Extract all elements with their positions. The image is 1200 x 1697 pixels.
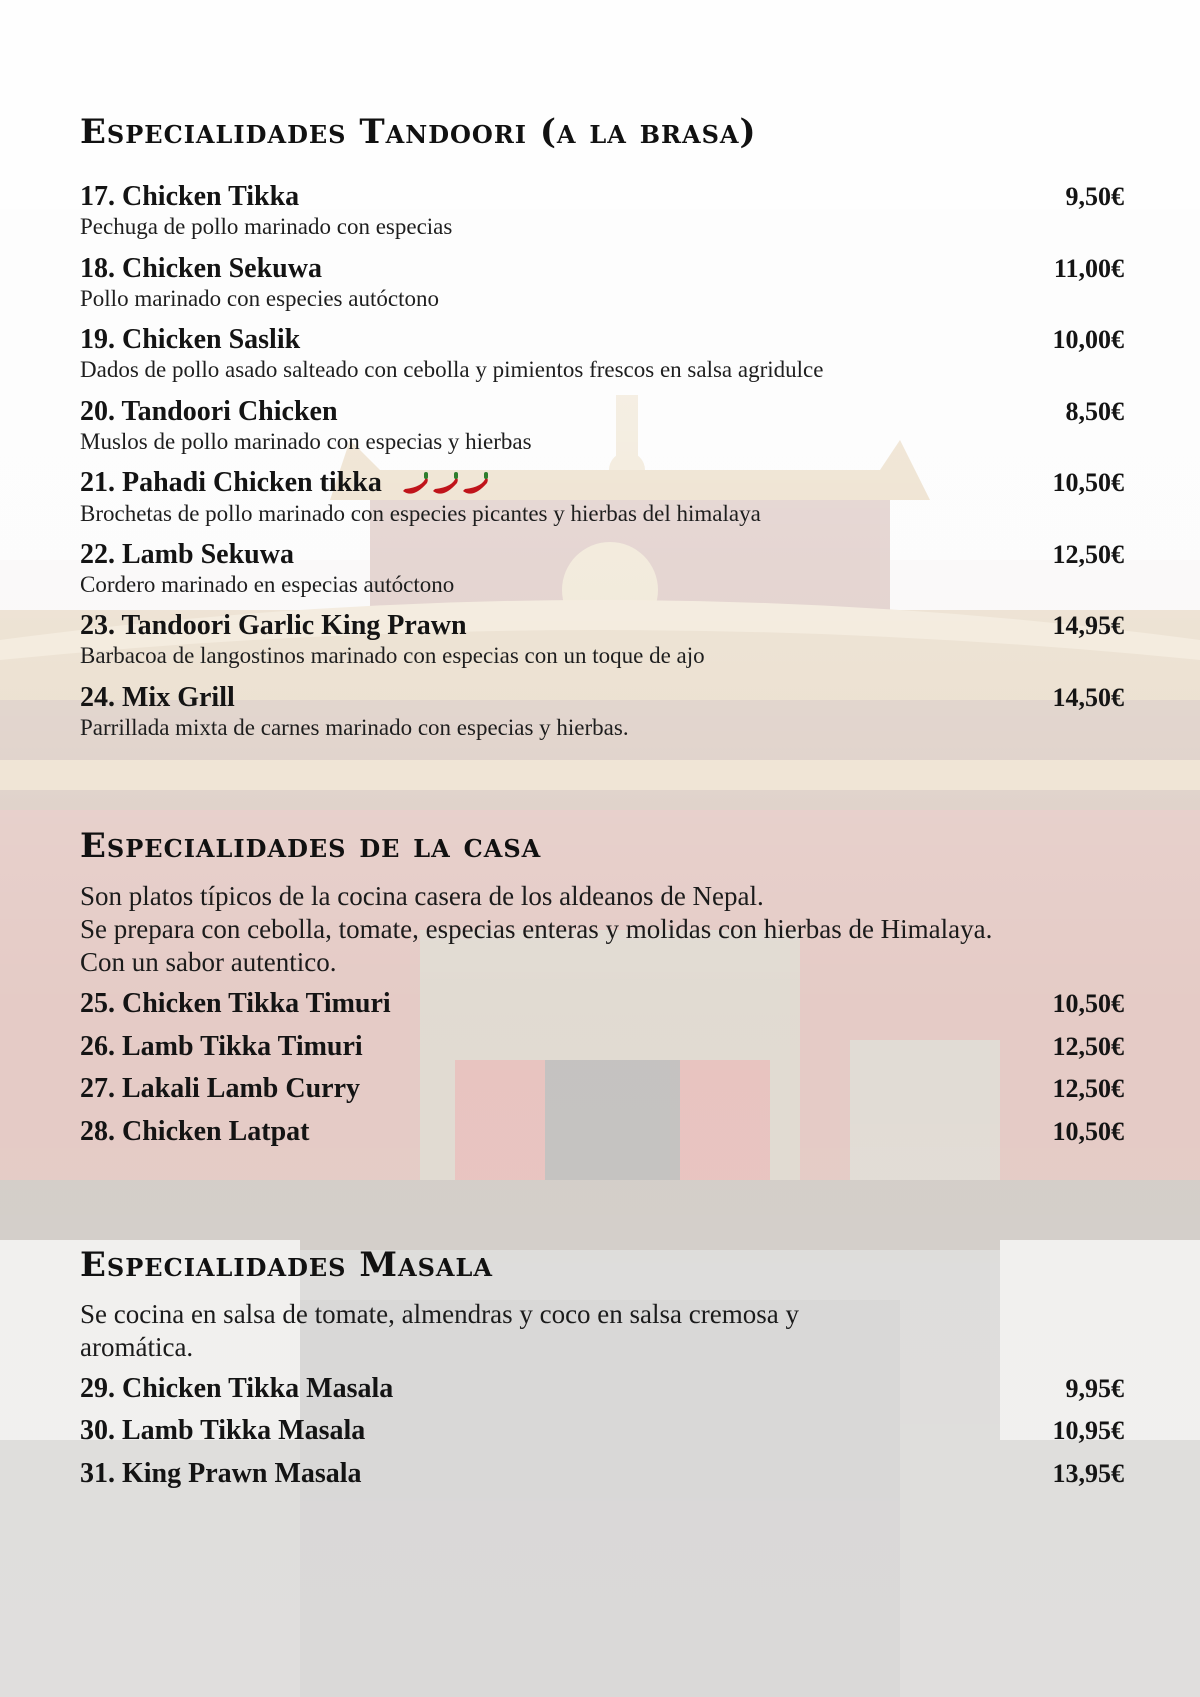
item-name: 23. Tandoori Garlic King Prawn: [80, 610, 467, 641]
menu-item: [80, 323, 1124, 383]
item-price: 12,50€: [1052, 540, 1124, 569]
item-name: 30. Lamb Tikka Masala: [80, 1415, 366, 1446]
item-description: Barbacoa de langostinos marinado con especias con un toque de ajo: [80, 643, 705, 668]
section-intro: [80, 880, 1140, 979]
item-name: 29. Chicken Tikka Masala: [80, 1373, 394, 1404]
menu-item: [80, 1072, 1124, 1106]
item-price: 12,50€: [1052, 1074, 1124, 1103]
item-price: 12,50€: [1052, 1032, 1124, 1061]
intro-line: Se prepara con cebolla, tomate, especias enteras y molidas con hierbas de Himalaya.: [80, 914, 993, 944]
menu-item: [80, 252, 1124, 312]
item-name: 26. Lamb Tikka Timuri: [80, 1031, 363, 1062]
item-name: 27. Lakali Lamb Curry: [80, 1073, 361, 1104]
item-name: 24. Mix Grill: [80, 682, 235, 713]
intro-line: Se cocina en salsa de tomate, almendras y coco en salsa cremosa y: [80, 1299, 799, 1329]
item-name: 21. Pahadi Chicken tikka: [80, 467, 382, 498]
item-description: Pollo marinado con especies autóctono: [80, 286, 439, 311]
item-name: 25. Chicken Tikka Timuri: [80, 988, 391, 1019]
item-name-row: [80, 466, 1124, 501]
item-description: Brochetas de pollo marinado con especies picantes y hierbas del himalaya: [80, 500, 761, 526]
item-price: 9,95€: [1065, 1374, 1124, 1403]
item-description: Pechuga de pollo marinado con especias: [80, 214, 453, 239]
menu-item: [80, 466, 1124, 527]
item-description: Muslos de pollo marinado con especias y hierbas: [80, 429, 532, 454]
item-price: 13,95€: [1052, 1459, 1124, 1488]
item-name: 18. Chicken Sekuwa: [80, 253, 322, 284]
menu-item: [80, 180, 1124, 240]
item-name: 31. King Prawn Masala: [80, 1458, 362, 1489]
chili-pepper-icon: [399, 469, 499, 501]
item-price: 11,00€: [1053, 254, 1124, 283]
item-price: 10,95€: [1052, 1416, 1124, 1445]
item-name: 22. Lamb Sekuwa: [80, 539, 294, 570]
intro-line: Con un sabor autentico.: [80, 947, 337, 977]
item-price: 10,50€: [1052, 468, 1124, 497]
menu-item: [80, 1372, 1124, 1406]
menu-item: [80, 987, 1124, 1021]
item-price: 14,95€: [1052, 611, 1124, 640]
item-price: 14,50€: [1052, 683, 1124, 712]
item-name: 20. Tandoori Chicken: [80, 396, 338, 427]
menu-item: [80, 609, 1124, 669]
item-name: 19. Chicken Saslik: [80, 324, 301, 355]
item-price: 8,50€: [1065, 397, 1124, 426]
menu-item: [80, 395, 1124, 455]
item-name: 17. Chicken Tikka: [80, 181, 300, 212]
intro-line: Son platos típicos de la cocina casera de los aldeanos de Nepal.: [80, 881, 764, 911]
intro-line: aromática.: [80, 1332, 194, 1362]
item-price: 9,50€: [1065, 182, 1124, 211]
item-price: 10,50€: [1052, 989, 1124, 1018]
section-intro: [80, 1298, 1140, 1364]
section-title-masala: Especialidades Masala: [80, 1245, 494, 1285]
section-title-casa: Especialidades de la casa: [80, 826, 542, 866]
item-name: 28. Chicken Latpat: [80, 1116, 310, 1147]
item-description: Cordero marinado en especias autóctono: [80, 572, 455, 597]
item-price: 10,00€: [1052, 325, 1124, 354]
menu-item: [80, 1030, 1124, 1064]
menu-item: [80, 1414, 1124, 1448]
menu-item: [80, 1115, 1124, 1149]
menu-item: [80, 538, 1124, 598]
item-description: Dados de pollo asado salteado con cebolla y pimientos frescos en salsa agridulce: [80, 357, 824, 382]
item-description: Parrillada mixta de carnes marinado con especias y hierbas.: [80, 715, 629, 740]
menu-item: [80, 1457, 1124, 1491]
item-price: 10,50€: [1052, 1117, 1124, 1146]
menu-item: [80, 681, 1124, 741]
section-title-tandoori: Especialidades Tandoori (a la brasa): [80, 112, 757, 152]
